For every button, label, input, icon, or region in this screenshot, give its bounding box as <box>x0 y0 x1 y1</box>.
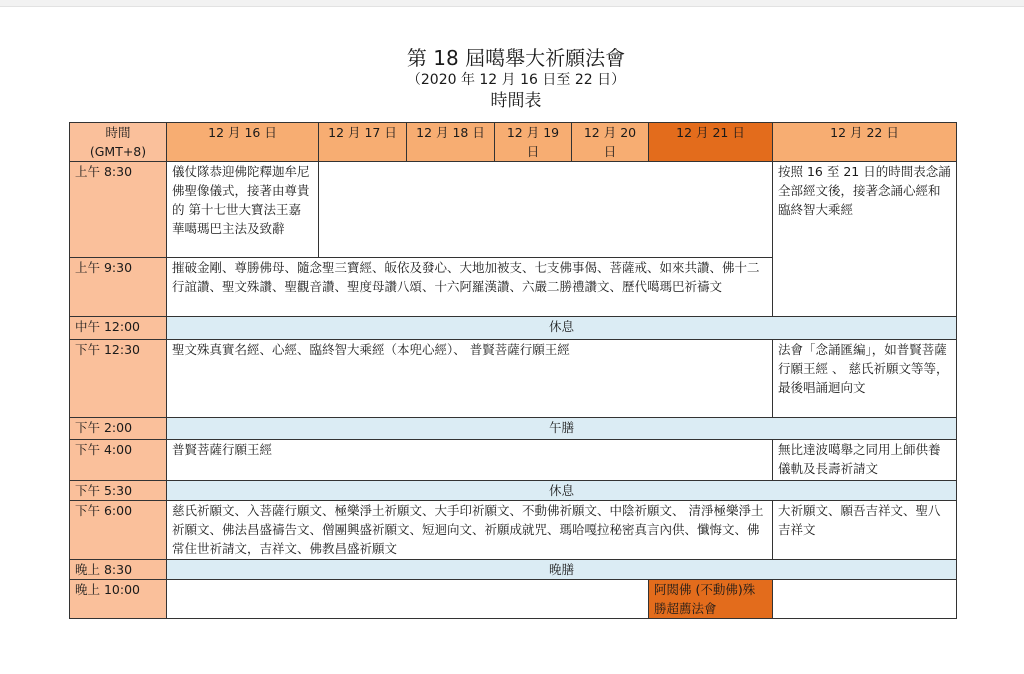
table-row <box>70 340 957 418</box>
schedule-cell: 普賢菩薩行願王經 <box>167 440 773 481</box>
table-row <box>70 560 957 580</box>
time-cell: 下午 6:00 <box>70 501 167 560</box>
schedule-table <box>69 122 957 619</box>
header-dec-19: 12 月 19 日 <box>495 123 572 162</box>
header-dec-16: 12 月 16 日 <box>167 123 319 162</box>
empty-cell <box>319 162 773 258</box>
time-cell: 上午 9:30 <box>70 258 167 317</box>
table-row <box>70 481 957 501</box>
header-dec-18: 12 月 18 日 <box>407 123 495 162</box>
time-cell: 下午 12:30 <box>70 340 167 418</box>
schedule-cell-dec-22: 法會「念誦匯編」，如普賢菩薩行願王經 、 慈氏祈願文等等，最後唱誦迴向文 <box>773 340 957 418</box>
table-row <box>70 580 957 619</box>
time-cell: 晚上 8:30 <box>70 560 167 580</box>
schedule-cell: 慈氏祈願文、入菩薩行願文、極樂淨土祈願文、大手印祈願文、不動佛祈願文、中陰祈願文、 清淨極樂淨土祈願文、佛法昌盛禱告文、僧團興盛祈願文、短迴向文、祈願成就咒、瑪哈嘎拉秘密真言內供、懺悔文、佛常住世祈請文，吉祥文、佛教昌盛祈願文 <box>167 501 773 560</box>
empty-cell <box>167 580 649 619</box>
document-title: 第 18 屆噶舉大祈願法會 <box>406 46 626 70</box>
table-row <box>70 440 957 481</box>
time-cell: 上午 8:30 <box>70 162 167 258</box>
table-row <box>70 501 957 560</box>
schedule-cell: 摧破金剛、尊勝佛母、隨念聖三寶經、皈依及發心、大地加被支、七支佛事偈、菩薩戒、如來共讚、佛十二行誼讚、聖文殊讚、聖觀音讚、聖度母讚八頌、十六阿羅漢讚、六嚴二勝禮讚文、歷代噶瑪巴祈禱文 <box>167 258 773 317</box>
break-cell: 晚膳 <box>167 560 957 580</box>
document-subtitle: 時間表 <box>490 91 542 111</box>
schedule-cell-dec-22: 按照 16 至 21 日的時間表念誦全部經文後，接著念誦心經和臨終智大乘經 <box>773 162 957 317</box>
table-row <box>70 418 957 440</box>
header-time-label: 時間 <box>105 125 131 140</box>
time-cell: 下午 4:00 <box>70 440 167 481</box>
header-dec-22: 12 月 22 日 <box>773 123 957 162</box>
header-dec-21: 12 月 21 日 <box>649 123 773 162</box>
empty-cell <box>773 580 957 619</box>
header-time <box>70 123 167 162</box>
schedule-cell-dec-22: 大祈願文、願吾吉祥文、聖八吉祥文 <box>773 501 957 560</box>
table-row <box>70 162 957 258</box>
break-cell: 休息 <box>167 481 957 501</box>
document-title-block <box>0 46 1024 112</box>
schedule-cell-dec-22: 無比達波噶舉之同用上師供養儀軌及長壽祈請文 <box>773 440 957 481</box>
table-row <box>70 317 957 340</box>
time-cell: 晚上 10:00 <box>70 580 167 619</box>
break-cell: 午膳 <box>167 418 957 440</box>
time-cell: 下午 2:00 <box>70 418 167 440</box>
schedule-cell: 儀仗隊恭迎佛陀釋迦牟尼佛聖像儀式，接著由尊貴的 第十七世大寶法王嘉華噶瑪巴主法及致辭 <box>167 162 319 258</box>
table-header-row <box>70 123 957 162</box>
time-cell: 中午 12:00 <box>70 317 167 340</box>
time-cell: 下午 5:30 <box>70 481 167 501</box>
header-time-zone: (GMT+8) <box>89 144 147 159</box>
break-cell: 休息 <box>167 317 957 340</box>
header-dec-17: 12 月 17 日 <box>319 123 407 162</box>
header-dec-20: 12 月 20 日 <box>572 123 649 162</box>
document-date-range: （2020 年 12 月 16 日至 22 日） <box>406 72 626 88</box>
schedule-cell-dec-21: 阿閦佛 (不動佛)殊勝超薦法會 <box>649 580 773 619</box>
top-toolbar-strip <box>0 0 1024 7</box>
schedule-cell: 聖文殊真實名經、心經、臨終智大乘經（本兜心經）、 普賢菩薩行願王經 <box>167 340 773 418</box>
